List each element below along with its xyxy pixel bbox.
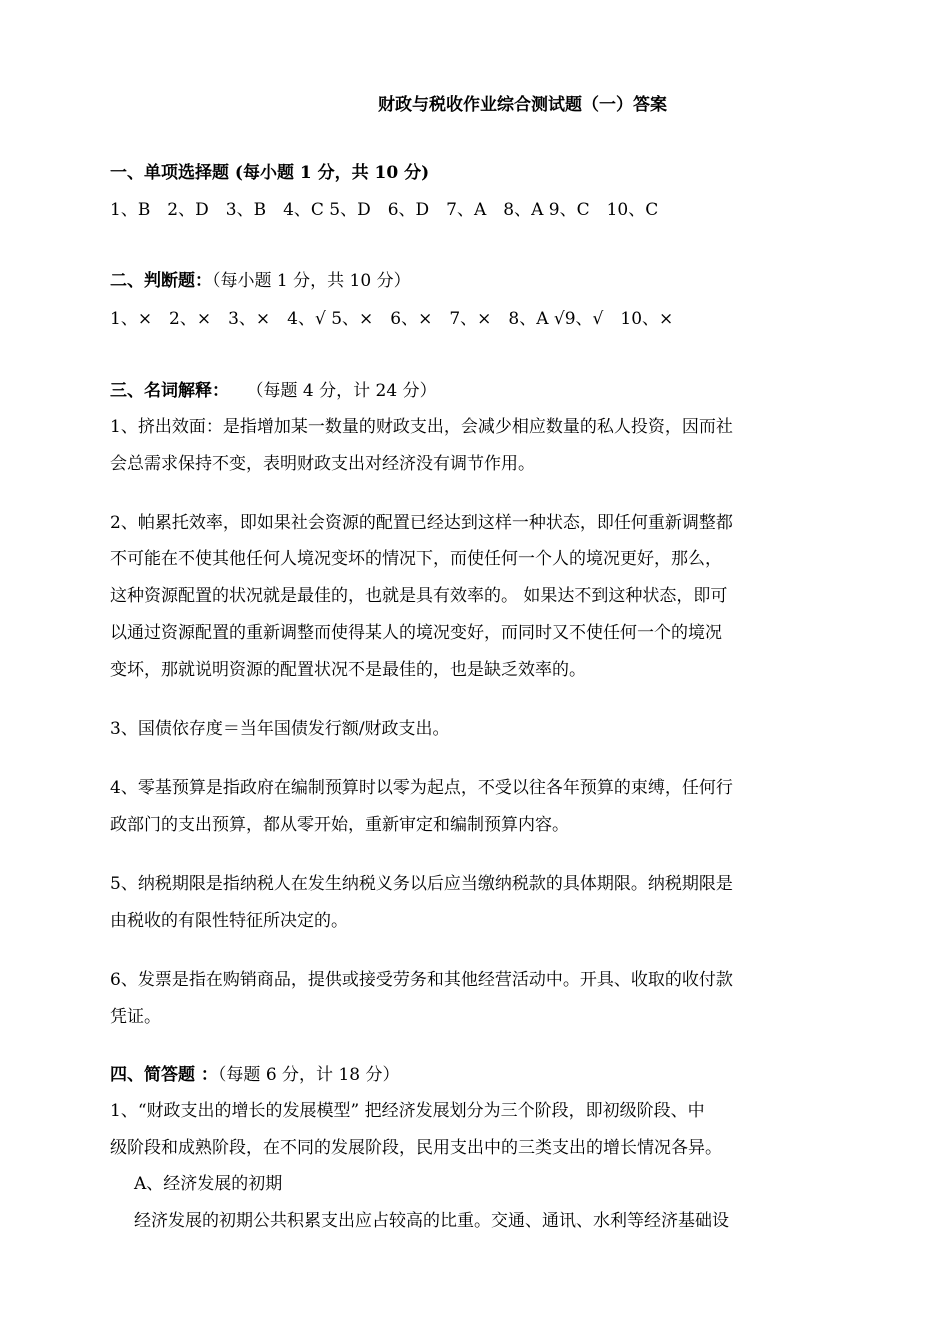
term-5-line-2: 由税收的有限性特征所决定的。 <box>110 911 348 931</box>
term-2-line-5: 变坏，那就说明资源的配置状况不是最佳的，也是缺乏效率的。 <box>110 660 586 680</box>
section4-heading: 四、简答题 ： <box>110 1065 218 1085</box>
section2-note: （每小题 1 分，共 10 分） <box>212 271 411 291</box>
section2-answers: 1、× 2、× 3、× 4、√ 5、× 6、× 7、× 8、A √9、√ 10、× <box>110 309 674 329</box>
question-1-line-2: 级阶段和成熟阶段，在不同的发展阶段，民用支出中的三类支出的增长情况各异。 <box>110 1138 722 1158</box>
term-6-line-2: 凭证。 <box>110 1007 161 1027</box>
section1-answers: 1、B 2、D 3、B 4、C 5、D 6、D 7、A 8、A 9、C 10、C <box>110 200 659 220</box>
question-1-line-3: 经济发展的初期公共积累支出应占较高的比重。交通、通讯、水利等经济基础设 <box>134 1211 729 1231</box>
term-1-line-1: 1、挤出效面：是指增加某一数量的财政支出，会减少相应数量的私人投资，因而社 <box>110 417 733 437</box>
section4-heading-line <box>110 1064 400 1086</box>
section3-heading-line <box>110 380 437 402</box>
section4-note: （每题 6 分，计 18 分） <box>217 1065 400 1085</box>
section1-heading: 一、单项选择题 (每小题 1 分，共 10 分) <box>110 163 430 183</box>
term-3-line-1: 3、国债依存度＝当年国债发行额/财政支出。 <box>110 719 450 739</box>
section2-heading-line <box>110 270 411 292</box>
term-1-line-2: 会总需求保持不变，表明财政支出对经济没有调节作用。 <box>110 454 535 474</box>
term-2-line-2: 不可能在不使其他任何人境况变坏的情况下，而使任何一个人的境况更好，那么， <box>110 549 722 569</box>
document-title: 财政与税收作业综合测试题（一）答案 <box>378 95 667 115</box>
term-5-line-1: 5、纳税期限是指纳税人在发生纳税义务以后应当缴纳税款的具体期限。纳税期限是 <box>110 874 733 894</box>
section3-note: （每题 4 分，计 24 分） <box>255 381 437 401</box>
section3-heading: 三、名词解释： <box>110 381 229 401</box>
section2-heading: 二、判断题： <box>110 271 212 291</box>
term-2-line-4: 以通过资源配置的重新调整而使得某人的境况变好，而同时又不使任何一个的境况 <box>110 623 722 643</box>
question-1-line-1: 1、“财政支出的增长的发展模型” 把经济发展划分为三个阶段，即初级阶段、中 <box>110 1101 705 1121</box>
term-2-line-3: 这种资源配置的状况就是最佳的，也就是具有效率的。 如果达不到这种状态，即可 <box>110 586 728 606</box>
term-4-line-1: 4、零基预算是指政府在编制预算时以零为起点，不受以往各年预算的束缚，任何行 <box>110 778 733 798</box>
term-6-line-1: 6、发票是指在购销商品，提供或接受劳务和其他经营活动中。开具、收取的收付款 <box>110 970 733 990</box>
term-4-line-2: 政部门的支出预算，都从零开始，重新审定和编制预算内容。 <box>110 815 569 835</box>
question-1-subheading-a: A、经济发展的初期 <box>134 1174 283 1194</box>
term-2-line-1: 2、帕累托效率，即如果社会资源的配置已经达到这样一种状态，即任何重新调整都 <box>110 513 733 533</box>
